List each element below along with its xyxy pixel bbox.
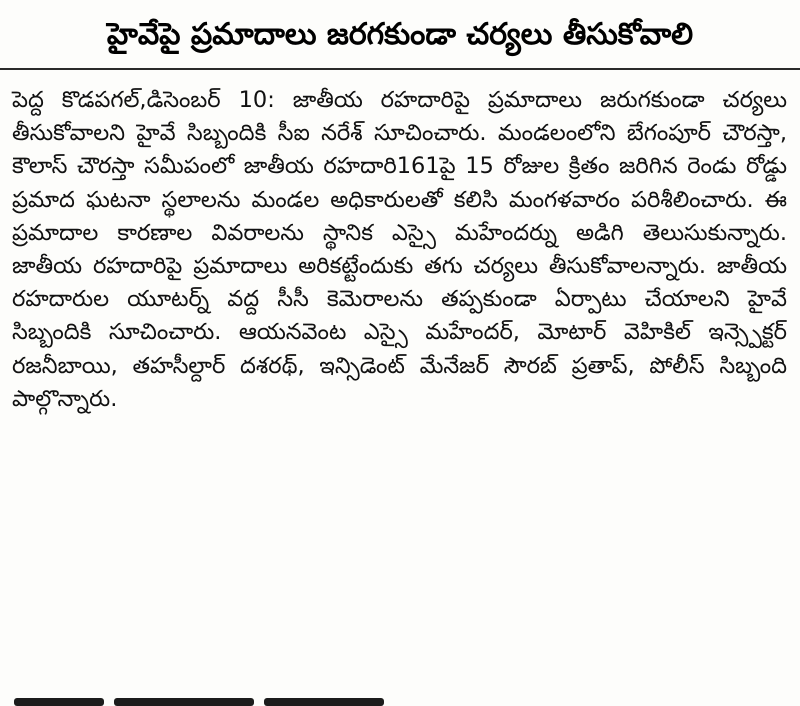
- article-body: పెద్ద కొడపగల్,డిసెంబర్ 10: జాతీయ రహదారిపై ప్రమాదాలు జరుగకుండా చర్యలు తీసుకోవాలని హైవే సిబ్బందికి సీఐ నరేశ్ సూచించారు. మండలంలోని బేగంపూర్ చౌరస్తా, కౌలాస్ చౌరస్తా సమీపంలో జాతీయ రహదారి161పై 15 రోజుల క్రితం జరిగిన రెండు రోడ్డు ప్రమాద ఘటనా స్థలాలను మండల అధికారులతో కలిసి మంగళవారం పరిశీలించారు. ఈ ప్రమాదాల కారణాల వివరాలను స్థానిక ఎస్సై మహేందర్ను అడిగి తెలుసుకున్నారు. జాతీయ రహదారిపై ప్రమాదాలు అరికట్టేందుకు తగు చర్యలు తీసుకోవాలన్నారు. జాతీయ రహదారుల యూటర్న్ వద్ద సీసీ కెమెరాలను తప్పకుండా ఏర్పాటు చేయాలని హైవే సిబ్బందికి సూచించారు. ఆయనవెంట ఎస్సై మహేందర్, మోటార్ వెహికిల్ ఇన్స్పెక్టర్ రజనీబాయి, తహసీల్దార్ దశరథ్, ఇన్సిడెంట్ మేనేజర్ సౌరబ్ ప్రతాప్, పోలీస్ సిబ్బంది పాల్గొన్నారు.: [12, 87, 787, 412]
- cropped-next-headline: [14, 692, 434, 706]
- headline-divider: [0, 68, 800, 70]
- article-headline: హైవేపై ప్రమాదాలు జరగకుండా చర్యలు తీసుకోవాలి: [106, 17, 694, 52]
